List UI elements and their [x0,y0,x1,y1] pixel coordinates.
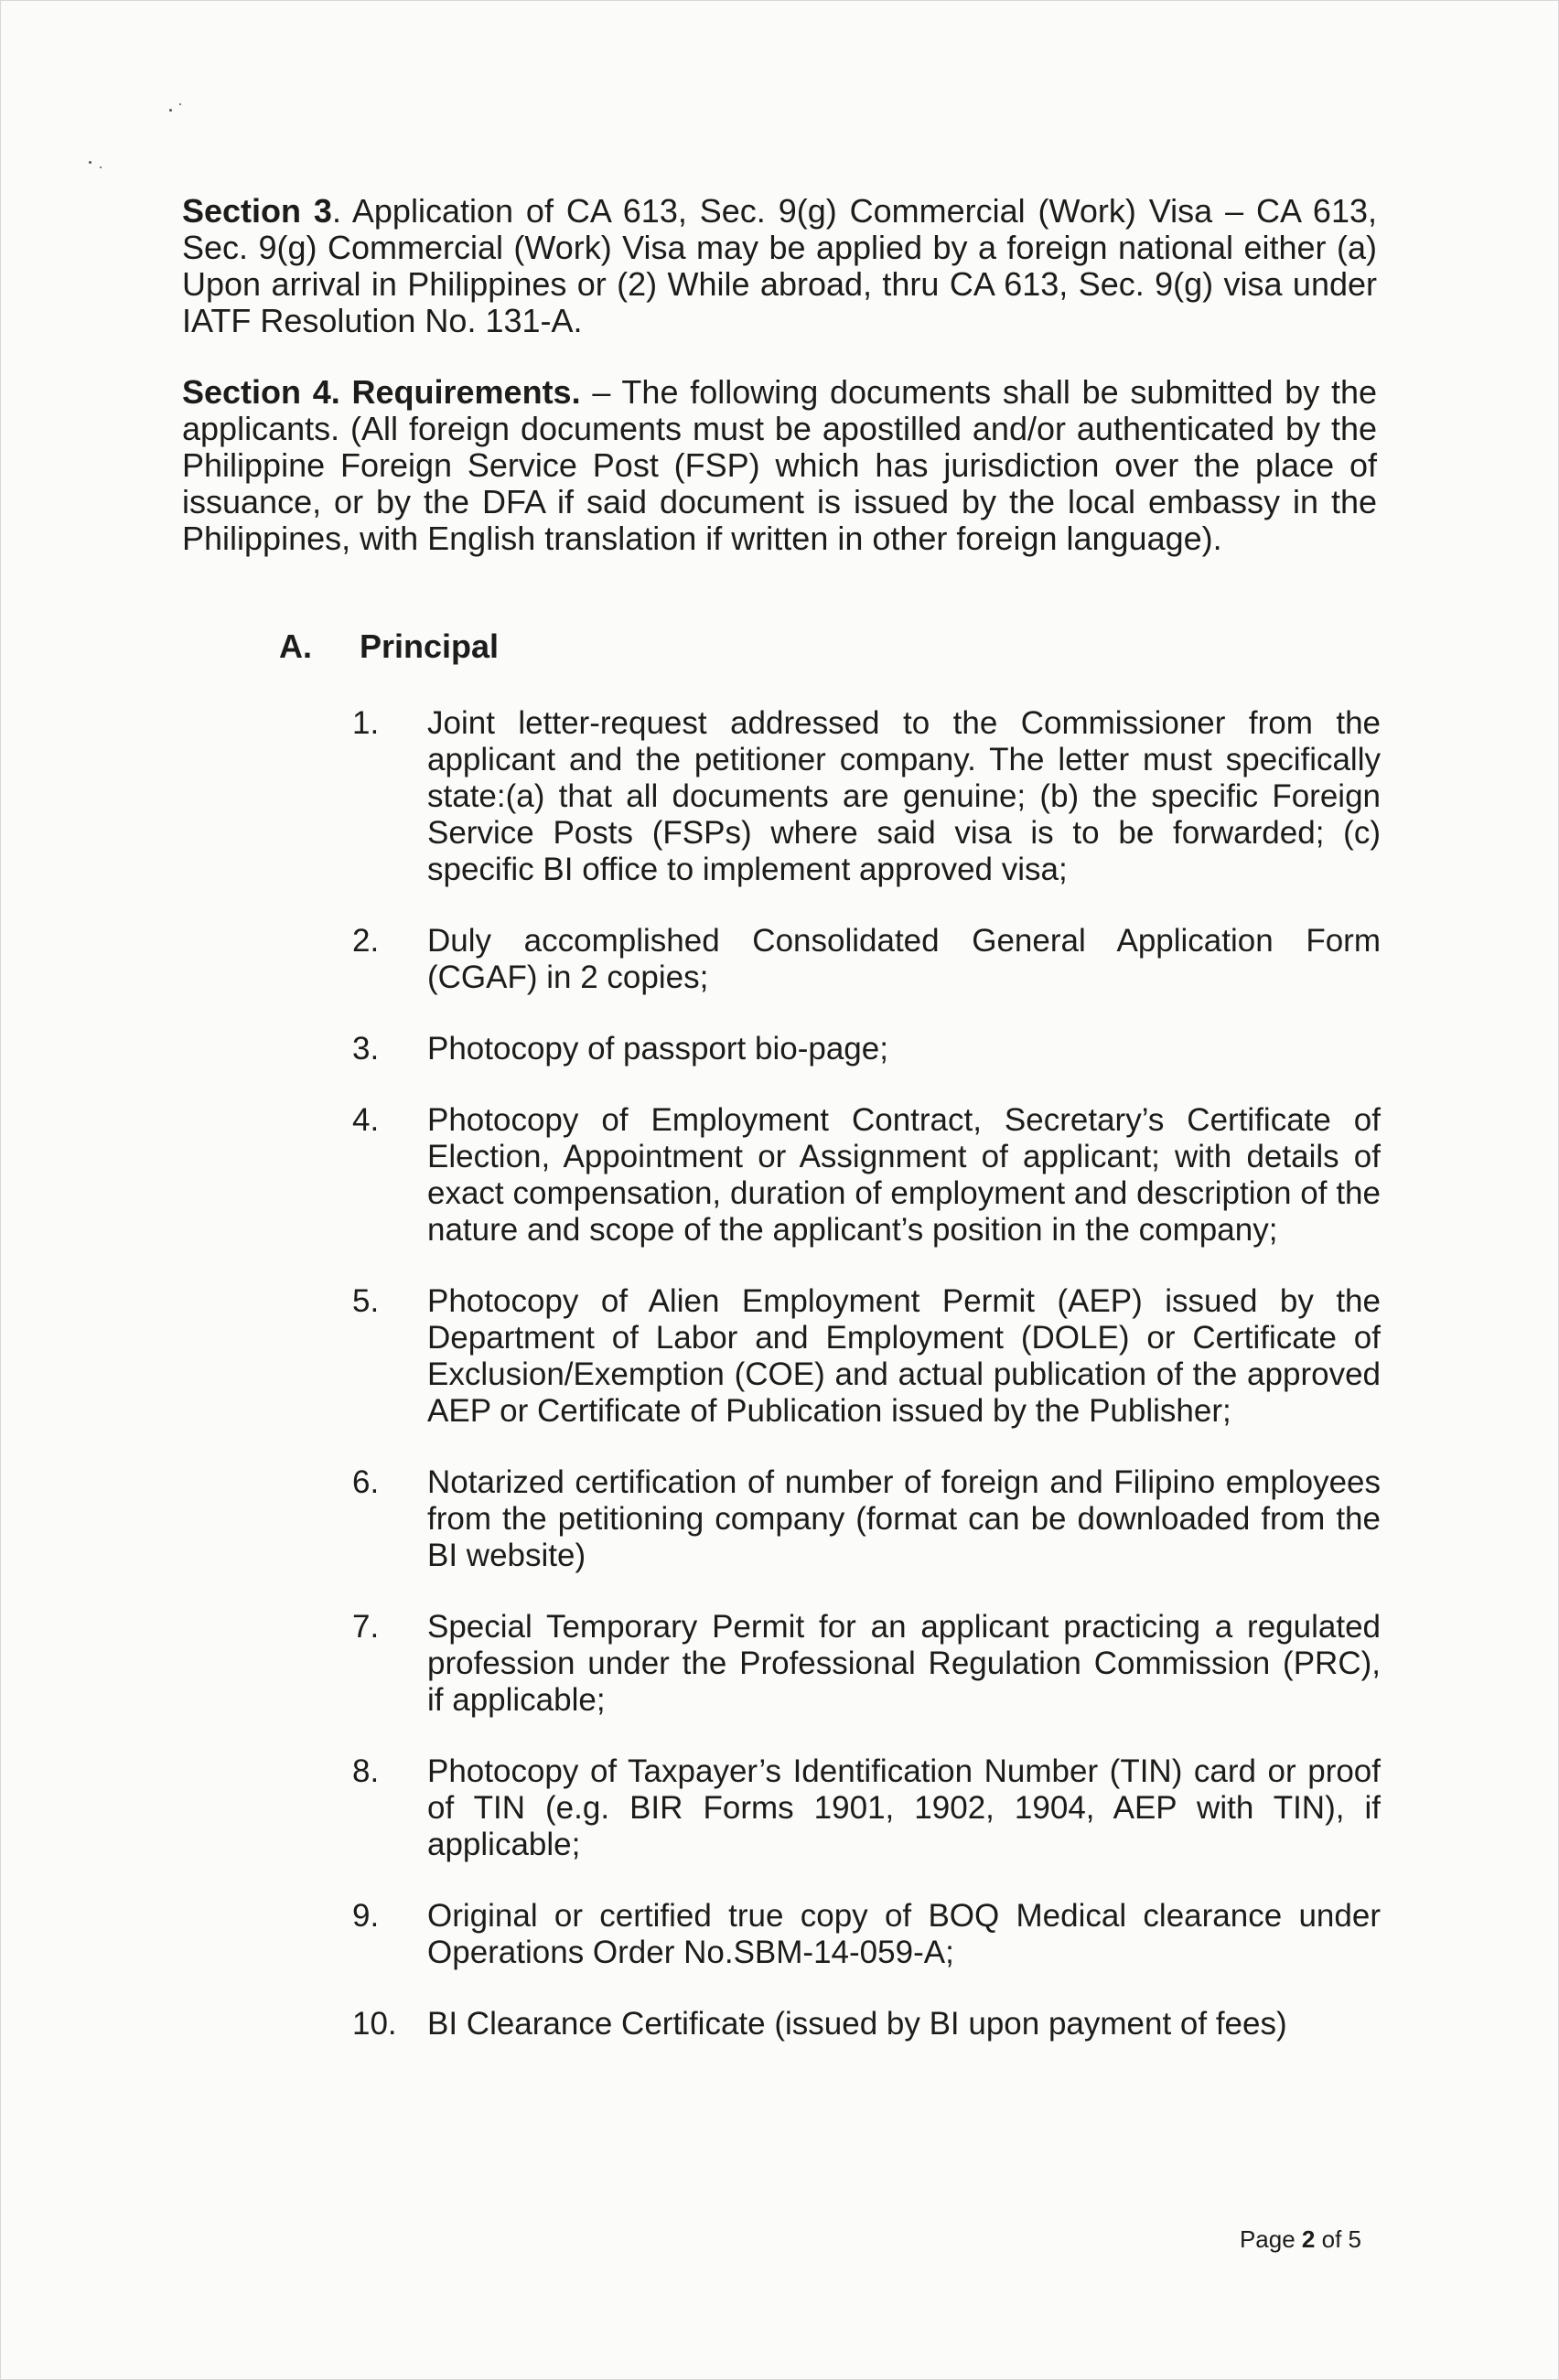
scan-speck [179,103,181,105]
requirements-list [352,705,1381,2042]
list-item-text: Photocopy of passport bio-page; [427,1031,888,1067]
list-item [352,1102,1381,1249]
list-item-text: Special Temporary Permit for an applicant practicing a regulated profession under the Professional Regulation Commission (PRC), if applicable; [427,1609,1381,1718]
list-item-text: Joint letter-request addressed to the Commissioner from the applicant and the petitioner company. The letter must specifically state:(a) that all documents are genuine; (b) the specific Foreign Service Posts (FSPs) where said visa is to be forwarded; (c) specific BI office to implement approved visa; [427,705,1381,887]
list-item [352,1464,1381,1574]
list-item-text: Original or certified true copy of BOQ Medical clearance under Operations Order No.SBM-14-059-A; [427,1898,1381,1970]
section-4-heading: Section 4. Requirements. [182,373,581,411]
section-4-paragraph [182,374,1377,557]
section-3-heading: Section 3 [182,192,332,230]
list-item-number: 10. [352,2006,397,2042]
page-number-prefix: Page [1239,2225,1302,2253]
list-item-number: 4. [352,1102,380,1138]
section-3-text: . Application of CA 613, Sec. 9(g) Commercial (Work) Visa – CA 613, Sec. 9(g) Commercial (Work) Visa may be applied by a foreign national either (a) Upon arrival in Philippines or (2) While abroad, thru CA 613, Sec. 9(g) visa under IATF Resolution No. 131-A. [182,192,1377,339]
list-item-number: 5. [352,1283,380,1319]
list-item [352,1753,1381,1863]
list-item [352,1609,1381,1719]
page-number [1240,2225,1361,2254]
list-item-text: BI Clearance Certificate (issued by BI upon payment of fees) [427,2006,1287,2042]
list-item-number: 6. [352,1464,380,1500]
page-number-total: 5 [1348,2225,1361,2253]
list-item-text: Photocopy of Taxpayer’s Identification Number (TIN) card or proof of TIN (e.g. BIR Forms 1901, 1902, 1904, AEP with TIN), if applicable; [427,1753,1381,1862]
list-item-number: 2. [352,923,380,959]
list-item-text: Photocopy of Employment Contract, Secretary’s Certificate of Election, Appointment or Assignment of applicant; with details of exact compensation, duration of employment and description of the nature and scope of the applicant’s position in the company; [427,1102,1381,1248]
list-item [352,923,1381,996]
list-item [352,1898,1381,1971]
list-item [352,2006,1381,2042]
list-item-number: 9. [352,1898,380,1934]
scan-speck [100,166,102,168]
page-number-current: 2 [1301,2225,1316,2253]
scan-speck [89,161,91,164]
page-number-separator: of [1315,2225,1349,2253]
list-item-number: 3. [352,1031,380,1067]
list-item-text: Photocopy of Alien Employment Permit (AEP) issued by the Department of Labor and Employment (DOLE) or Certificate of Exclusion/Exemption (COE) and actual publication of the approved AEP or Certificate of Publication issued by the Publisher; [427,1283,1381,1429]
principal-title: Principal [360,627,500,665]
list-item-number: 7. [352,1609,380,1645]
principal-heading [279,627,499,666]
list-item [352,1283,1381,1430]
principal-letter: A. [279,627,312,665]
list-item [352,705,1381,888]
section-3-paragraph [182,193,1377,339]
list-item [352,1031,1381,1067]
list-item-number: 1. [352,705,380,741]
section-4-text: – The following documents shall be submitted by the applicants. (All foreign documents must be apostilled and/or authenticated by the Philippine Foreign Service Post (FSP) which has jurisdiction over the place of issuance, or by the DFA if said document is issued by the local embassy in the Philippines, with English translation if written in other foreign language). [182,373,1378,557]
scan-speck [169,109,172,112]
list-item-text: Notarized certification of number of foreign and Filipino employees from the petitioning company (format can be downloaded from the BI website) [427,1464,1381,1573]
list-item-number: 8. [352,1753,380,1789]
list-item-text: Duly accomplished Consolidated General Application Form (CGAF) in 2 copies; [427,923,1381,995]
